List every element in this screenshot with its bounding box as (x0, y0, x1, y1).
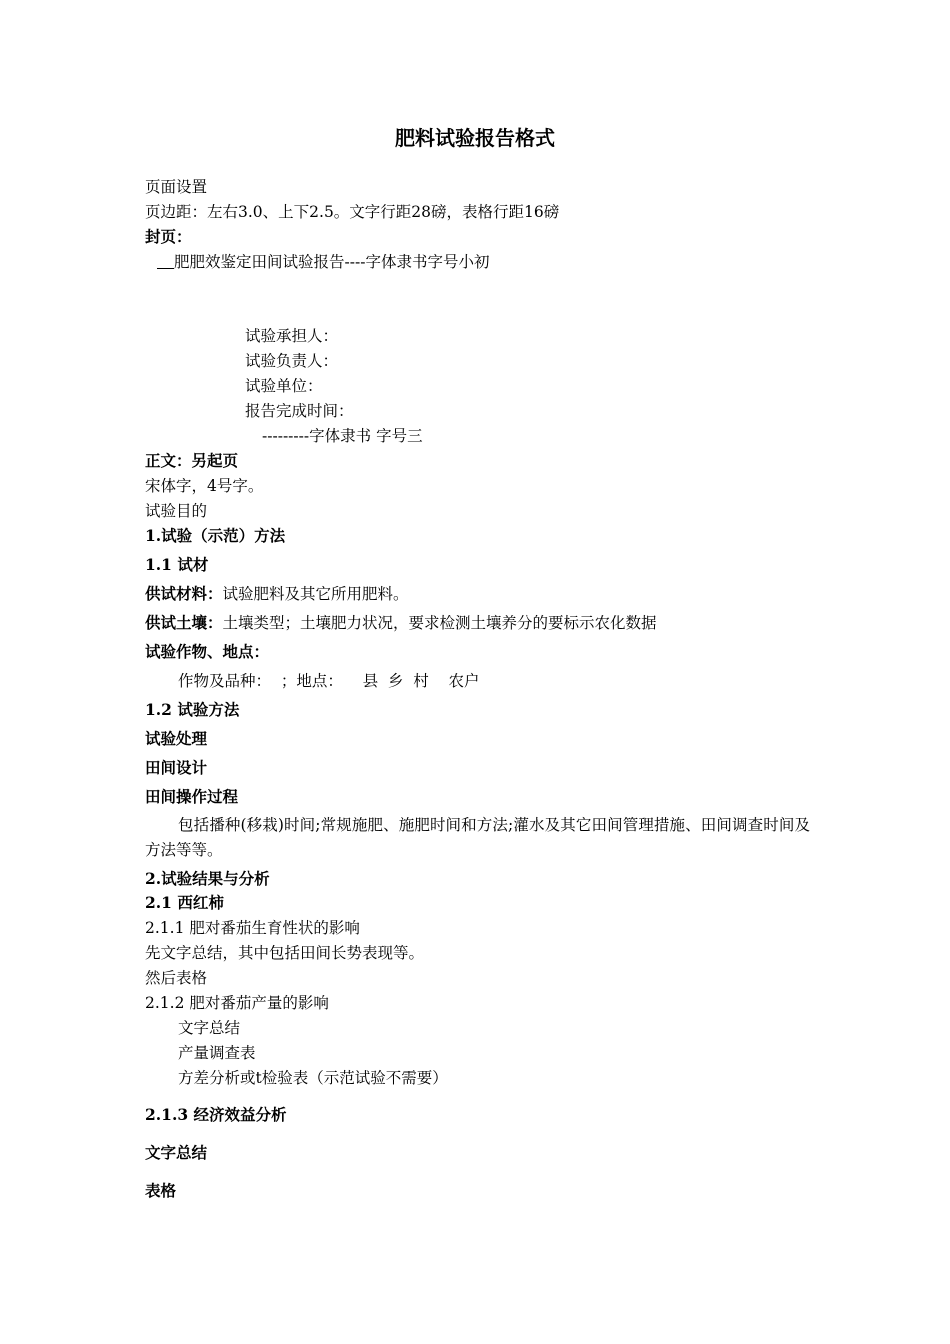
section-2-1-3-heading: 2.1.3 经济效益分析 (145, 1105, 287, 1124)
body-font-note: 宋体字，4号字。 (145, 477, 264, 495)
cover-field-unit: 试验单位： (245, 377, 323, 395)
operation-paragraph: 包括播种(移栽)时间;常规施肥、施肥时间和方法;灌水及其它田间管理措施、田间调查时间及方法等等。 (145, 816, 810, 859)
page-setup-heading: 页面设置 (145, 178, 208, 196)
section-1-1-heading: 1.1 试材 (145, 555, 209, 574)
cover-field-leader: 试验负责人： (245, 352, 339, 370)
crop-line: 作物及品种： ；地点： 县 乡 村 农户 (178, 672, 480, 690)
design-heading: 田间设计 (145, 758, 208, 777)
material-text: 试验肥料及其它所用肥料。 (222, 585, 409, 603)
document-title: 肥料试验报告格式 (395, 126, 555, 150)
table-heading: 表格 (145, 1181, 177, 1200)
cover-title-line (145, 252, 489, 272)
cover-font-note: ---------字体隶书 字号三 (262, 427, 423, 445)
section-1-heading: 1.试验（示范）方法 (145, 526, 286, 545)
cover-field-date: 报告完成时间： (245, 402, 354, 420)
soil-text: 土壤类型；土壤肥力状况，要求检测土壤养分的要标示农化数据 (222, 614, 657, 632)
cover-field-undertaker: 试验承担人： (245, 327, 339, 345)
yield-item-analysis-table: 方差分析或t检验表（示范试验不需要） (178, 1069, 448, 1087)
section-2-1-heading: 2.1 西红柿 (145, 893, 224, 912)
title-blank-line (157, 254, 174, 269)
crop-heading: 试验作物、地点： (145, 642, 270, 661)
operation-heading: 田间操作过程 (145, 787, 239, 806)
text-summary-heading: 文字总结 (145, 1143, 208, 1162)
cover-title-text: 肥肥效鉴定田间试验报告----字体隶书字号小初 (174, 253, 490, 271)
soil-label: 供试土壤： (145, 613, 223, 632)
soil-line (145, 613, 657, 633)
material-line (145, 584, 409, 604)
page-margins-text: 页边距：左右3.0、上下2.5。文字行距28磅，表格行距16磅 (145, 203, 560, 221)
cover-heading: 封页： (145, 227, 192, 246)
yield-item-survey-table: 产量调查表 (178, 1044, 256, 1062)
section-2-heading: 2.试验结果与分析 (145, 869, 270, 888)
treatment-heading: 试验处理 (145, 729, 208, 748)
section-1-2-heading: 1.2 试验方法 (145, 700, 240, 719)
section-2-1-1-heading: 2.1.1 肥对番茄生育性状的影响 (145, 919, 360, 937)
purpose-heading: 试验目的 (145, 502, 208, 520)
summary-first-text: 先文字总结，其中包括田间长势表现等。 (145, 944, 425, 962)
section-2-1-2-heading: 2.1.2 肥对番茄产量的影响 (145, 994, 329, 1012)
material-label: 供试材料： (145, 584, 223, 603)
then-table-text: 然后表格 (145, 969, 208, 987)
yield-item-summary: 文字总结 (178, 1019, 241, 1037)
body-heading: 正文：另起页 (145, 451, 239, 470)
